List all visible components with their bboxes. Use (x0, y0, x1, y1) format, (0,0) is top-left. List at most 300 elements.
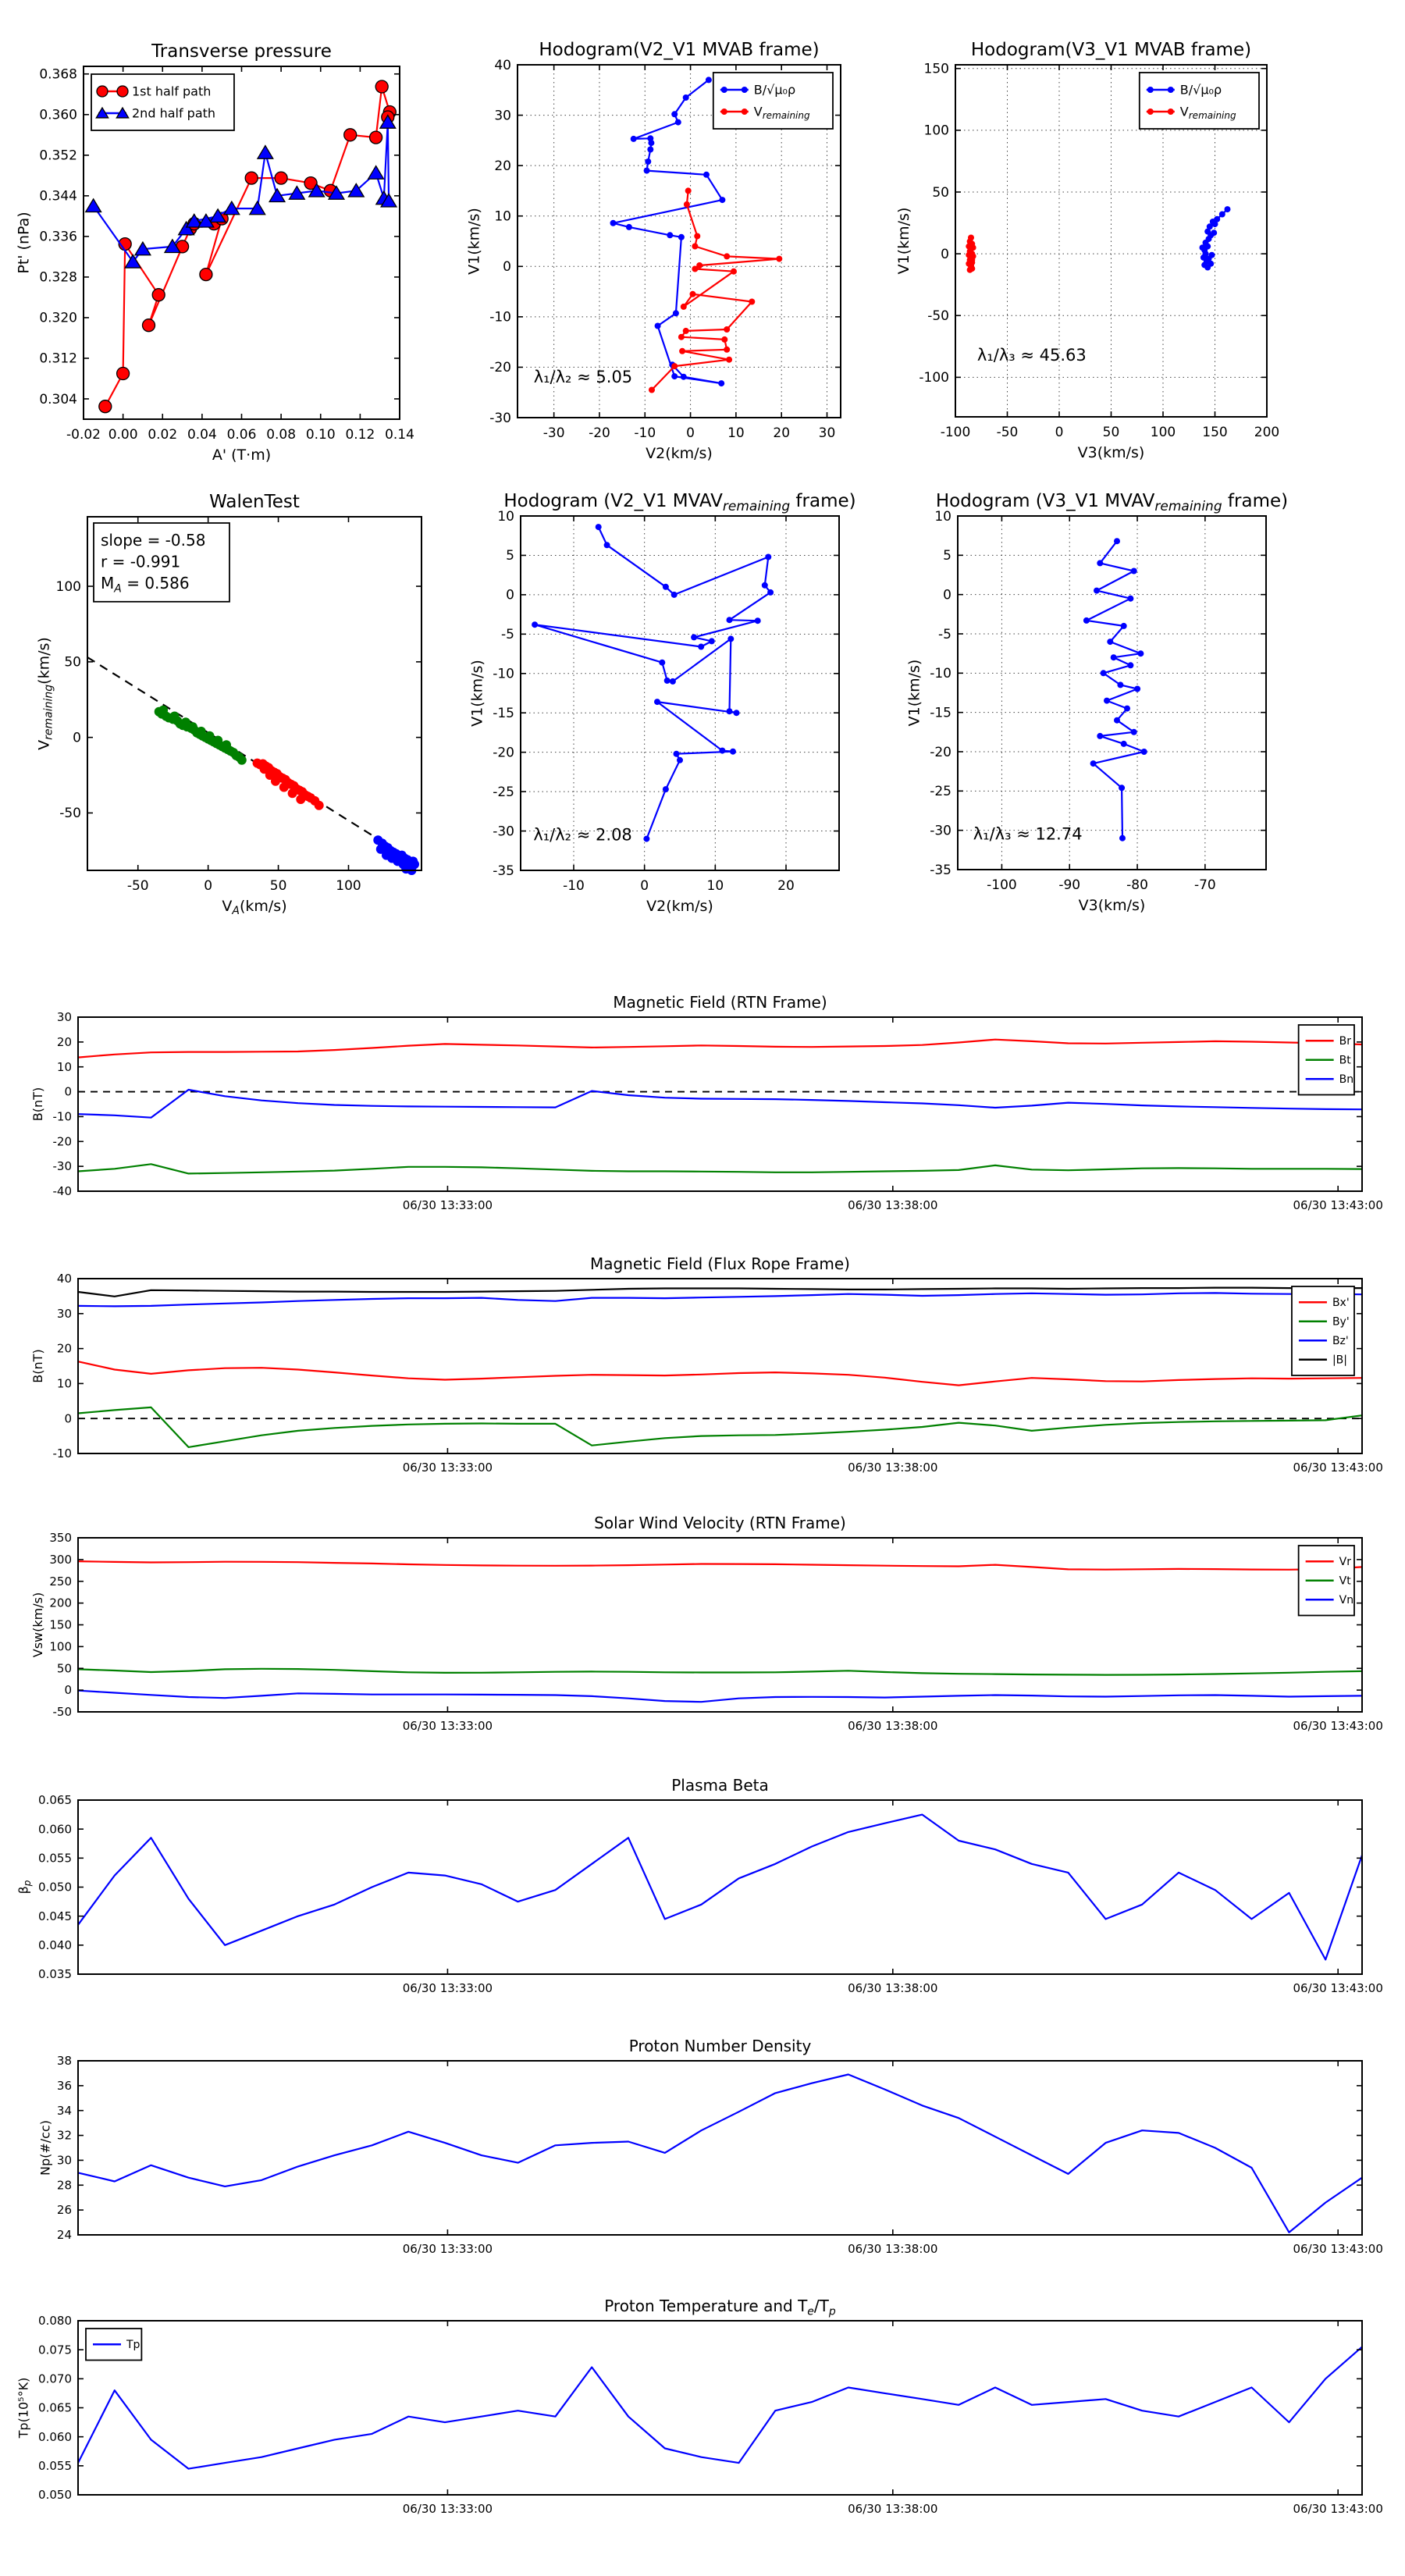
series-b-hodogram-point (648, 140, 654, 146)
x-tick-label: 06/30 13:43:00 (1293, 1981, 1383, 1995)
x-tick-label: 06/30 13:33:00 (402, 1719, 493, 1733)
y-tick-label: 28 (56, 2178, 72, 2193)
series-v-hodogram-point (604, 542, 610, 548)
series-first-half-path-point (370, 131, 382, 144)
series-v-remaining-hodogram-point (726, 357, 732, 363)
chart-title: Hodogram(V2_V1 MVAB frame) (539, 40, 820, 60)
x-tick-label: 0.08 (266, 427, 297, 443)
y-tick-label: 10 (56, 1376, 72, 1391)
x-tick-label: 0 (1055, 425, 1064, 440)
series-v-hodogram-point (691, 634, 697, 640)
legend-label: B/√μ₀ρ (1179, 82, 1222, 98)
chart-hodogram-v3v1-mvav (905, 491, 1288, 914)
legend-label: $V_{remaining}$ (753, 104, 810, 121)
x-tick-label: 0.00 (108, 427, 138, 443)
x-tick-label: 06/30 13:43:00 (1293, 2242, 1383, 2256)
x-tick-label: -30 (542, 425, 565, 441)
y-axis-label: Pt' (nPa) (15, 212, 33, 274)
x-tick-label: 06/30 13:33:00 (402, 1461, 493, 1475)
series-red-cluster-point (279, 783, 289, 792)
series-v-hodogram-point (1097, 733, 1103, 739)
legend-box (91, 74, 234, 130)
series-v-hodogram-point (1117, 681, 1123, 688)
chart-proton-number-density (37, 2037, 1382, 2256)
y-tick-label: -15 (930, 705, 951, 721)
legend-marker (117, 86, 128, 97)
y-tick-label: -50 (52, 1705, 72, 1720)
x-tick-label: 0.10 (305, 427, 336, 443)
x-axis-label: V2(km/s) (646, 898, 713, 915)
stats-line: $M_A = 0.586$ (101, 574, 190, 596)
y-tick-label: 100 (55, 578, 81, 595)
y-tick-label: 0 (503, 259, 511, 276)
y-tick-label: -35 (930, 862, 951, 878)
legend-label: By' (1332, 1315, 1350, 1329)
y-tick-label: -20 (489, 360, 511, 376)
series-b-hodogram-point (655, 323, 661, 329)
chart-hodogram-v2v1-mvab (465, 40, 841, 462)
series-v-hodogram-point (1141, 749, 1147, 755)
legend-label: B/√μ₀ρ (753, 82, 796, 98)
y-tick-label: 36 (56, 2078, 72, 2093)
series-v-hodogram-point (1101, 670, 1107, 676)
series-v-hodogram-point (762, 582, 768, 589)
series-b-cluster-point (1219, 212, 1225, 218)
series-v-hodogram-point (1119, 835, 1126, 841)
y-axis-label: B(nT) (30, 1349, 46, 1383)
x-tick-label: 50 (1102, 425, 1120, 440)
x-tick-label: 06/30 13:43:00 (1293, 2502, 1383, 2516)
legend-marker (97, 86, 108, 97)
chart-title: WalenTest (209, 492, 300, 512)
legend-marker (721, 87, 727, 93)
x-tick-label: 100 (336, 878, 361, 894)
series-v-hodogram-point (674, 751, 680, 757)
y-tick-label: -10 (493, 666, 514, 682)
eigenvalue-ratio-annotation: λ₁/λ₂ ≈ 5.05 (533, 367, 633, 386)
series-v-hodogram-point (1127, 596, 1133, 602)
chart-title: Plasma Beta (671, 1776, 769, 1795)
y-tick-label: 0.368 (39, 66, 77, 83)
series-v-remaining-hodogram-point (678, 334, 685, 340)
y-tick-label: 0 (943, 587, 951, 603)
series-green-cluster-point (188, 722, 197, 731)
legend-marker (721, 109, 727, 115)
y-tick-label: 10 (934, 508, 951, 525)
y-tick-label: 0 (941, 246, 949, 262)
y-tick-label: 5 (506, 548, 514, 564)
chart-title: Hodogram (V2_V1 $MVAV_{remaining}$ frame) (503, 491, 856, 515)
plot-area (521, 516, 839, 870)
legend-marker (742, 109, 748, 115)
y-tick-label: -30 (493, 824, 514, 840)
series-v-hodogram-point (1097, 560, 1103, 566)
chart-title: Hodogram(V3_V1 MVAB frame) (970, 40, 1252, 60)
y-tick-label: 0 (64, 1683, 72, 1698)
series-v-remaining-hodogram-point (685, 187, 692, 194)
legend (1299, 1025, 1354, 1095)
series-v-hodogram-point (532, 621, 538, 628)
chart-title: Magnetic Field (RTN Frame) (613, 993, 827, 1012)
series-v-remaining-hodogram-point (694, 233, 700, 240)
y-tick-label: 0.304 (39, 391, 77, 407)
plot-area (78, 1279, 1362, 1453)
series-b-hodogram-point (671, 111, 678, 117)
y-tick-label: 0.075 (38, 2343, 72, 2357)
series-b-hodogram-point (683, 94, 689, 101)
y-tick-label: 0.050 (38, 2488, 72, 2503)
y-tick-label: -40 (52, 1184, 72, 1199)
x-tick-label: 06/30 13:38:00 (848, 1461, 938, 1475)
eigenvalue-ratio-annotation: λ₁/λ₃ ≈ 12.74 (973, 824, 1083, 844)
series-b-cluster-point (1209, 252, 1215, 258)
series-v-hodogram-point (663, 786, 669, 792)
x-tick-label: -80 (1126, 877, 1148, 893)
series-v-hodogram-point (727, 708, 733, 714)
y-tick-label: 10 (494, 208, 511, 225)
y-tick-label: -100 (919, 370, 949, 386)
y-axis-label: Np(#/cc) (37, 2120, 53, 2176)
series-b-hodogram-point (626, 224, 632, 230)
chart-hodogram-v2v1-mvav (468, 491, 855, 915)
x-tick-label: 200 (1254, 425, 1280, 440)
y-tick-label: 0 (64, 1084, 72, 1099)
y-tick-label: 0.065 (38, 2400, 72, 2415)
legend-label: |B| (1332, 1354, 1348, 1367)
plot-area (78, 2321, 1362, 2495)
y-tick-label: 0.060 (38, 1822, 72, 1837)
x-tick-label: 0 (686, 425, 695, 441)
legend-label: Bz' (1332, 1335, 1349, 1348)
series-b-hodogram-point (645, 158, 651, 165)
series-b-hodogram-point (610, 220, 617, 226)
y-tick-label: 0 (506, 587, 514, 603)
legend-label: 2nd half path (132, 105, 216, 121)
x-axis-label: V3(km/s) (1077, 444, 1145, 461)
series-v-hodogram-point (1104, 698, 1110, 704)
y-tick-label: 50 (64, 654, 81, 671)
eigenvalue-ratio-annotation: λ₁/λ₃ ≈ 45.63 (976, 345, 1087, 365)
stats-box (94, 523, 229, 602)
x-tick-label: 30 (818, 425, 836, 441)
y-tick-label: -10 (52, 1109, 72, 1124)
x-tick-label: 06/30 13:38:00 (848, 1719, 938, 1733)
series-v-hodogram-point (1090, 760, 1097, 767)
series-b-cluster-point (1225, 206, 1231, 212)
plot-area (958, 516, 1266, 870)
x-tick-label: 06/30 13:38:00 (848, 1981, 938, 1995)
legend-marker (1168, 109, 1174, 115)
y-tick-label: 40 (56, 1272, 72, 1286)
x-tick-label: 100 (1150, 425, 1176, 440)
y-tick-label: -30 (930, 823, 951, 839)
series-v-hodogram-point (1121, 623, 1127, 629)
y-tick-label: -20 (52, 1134, 72, 1149)
series-b-hodogram-point (667, 232, 673, 238)
series-v-remaining-hodogram-point (692, 266, 698, 272)
x-tick-label: 0 (204, 878, 213, 894)
x-tick-label: -70 (1193, 877, 1216, 893)
series-b-hodogram-point (706, 76, 712, 83)
series-v-hodogram-point (698, 644, 704, 650)
x-tick-label: 0 (640, 878, 649, 894)
y-tick-label: 0.055 (38, 2458, 72, 2473)
y-tick-label: 300 (49, 1552, 72, 1567)
series-v-hodogram-point (730, 749, 736, 755)
series-b-cluster-point (1211, 229, 1217, 236)
chart-solar-wind-velocity (30, 1514, 1383, 1733)
x-tick-label: -10 (634, 425, 656, 441)
y-axis-label: $V_{remaining}(km/s)$ (35, 637, 55, 750)
series-v-hodogram-point (719, 748, 725, 754)
y-tick-label: 0.070 (38, 2371, 72, 2386)
series-b-hodogram-point (718, 380, 724, 386)
y-tick-label: 250 (49, 1574, 72, 1589)
series-v-hodogram-point (1131, 568, 1137, 575)
y-tick-label: 38 (56, 2054, 72, 2069)
x-tick-label: 06/30 13:43:00 (1293, 1461, 1383, 1475)
y-tick-label: 34 (56, 2103, 72, 2118)
legend-label: Br (1339, 1035, 1352, 1048)
y-tick-label: 26 (56, 2203, 72, 2218)
y-tick-label: 0.344 (39, 188, 77, 205)
series-first-half-path-point (275, 172, 287, 184)
series-red-cluster-point (315, 801, 324, 810)
legend (1299, 1546, 1354, 1616)
y-tick-label: 30 (56, 1010, 72, 1025)
x-tick-label: 06/30 13:38:00 (848, 2242, 938, 2256)
y-axis-label: Vsw(km/s) (30, 1592, 46, 1658)
y-tick-label: -50 (59, 806, 81, 822)
y-tick-label: 40 (494, 57, 511, 73)
series-v-hodogram-point (596, 524, 602, 530)
x-tick-label: 0.02 (148, 427, 178, 443)
series-green-cluster-point (213, 736, 222, 745)
series-v-hodogram-point (1121, 741, 1127, 747)
series-first-half-path-point (143, 319, 155, 332)
series-v-hodogram-point (1127, 662, 1133, 668)
series-first-half-path-point (200, 269, 212, 281)
series-v-hodogram-point (1131, 729, 1137, 735)
y-tick-label: 200 (49, 1596, 72, 1610)
series-v-hodogram-point (1111, 654, 1117, 660)
series-v-hodogram-point (664, 678, 670, 684)
series-v-hodogram-point (643, 836, 649, 842)
chart-title: Solar Wind Velocity (RTN Frame) (594, 1514, 846, 1532)
legend (1292, 1286, 1354, 1375)
series-red-cluster-point (296, 795, 305, 804)
y-tick-label: 100 (923, 123, 949, 139)
eigenvalue-ratio-annotation: λ₁/λ₂ ≈ 2.08 (533, 825, 632, 845)
y-tick-label: 0.320 (39, 310, 77, 326)
series-v-remaining-hodogram-point (724, 253, 730, 259)
x-tick-label: 06/30 13:43:00 (1293, 1198, 1383, 1212)
series-b-hodogram-point (681, 374, 687, 380)
legend (86, 2329, 141, 2361)
legend-label: Bn (1339, 1073, 1354, 1087)
legend (91, 74, 234, 130)
series-v-hodogram-point (765, 554, 771, 560)
y-tick-label: 10 (497, 508, 514, 525)
series-v-remaining-hodogram-point (776, 256, 782, 262)
chart-magnetic-field-rtn (30, 993, 1383, 1212)
series-b-hodogram-point (719, 197, 725, 203)
legend (1140, 73, 1259, 129)
chart-title: Transverse pressure (151, 41, 332, 62)
chart-title: Magnetic Field (Flux Rope Frame) (590, 1254, 850, 1273)
series-v-hodogram-point (663, 584, 669, 590)
series-b-hodogram-point (671, 373, 678, 379)
x-axis-label: A' (T·m) (212, 447, 272, 464)
series-v-remaining-hodogram-point (679, 348, 685, 354)
x-tick-label: 06/30 13:38:00 (848, 1198, 938, 1212)
y-tick-label: 100 (49, 1639, 72, 1654)
x-tick-label: -50 (126, 878, 149, 894)
y-tick-label: 0.352 (39, 148, 77, 164)
series-b-hodogram-point (631, 136, 637, 142)
y-tick-label: 0.060 (38, 2429, 72, 2444)
x-tick-label: 06/30 13:33:00 (402, 2242, 493, 2256)
series-b-cluster-point (1200, 244, 1206, 251)
y-axis-label: V1(km/s) (468, 660, 486, 727)
series-first-half-path-point (152, 289, 165, 301)
legend (713, 73, 833, 129)
y-tick-label: 0.040 (38, 1937, 72, 1952)
plot-area (78, 1017, 1362, 1191)
x-tick-label: 06/30 13:43:00 (1293, 1719, 1383, 1733)
y-tick-label: 0.055 (38, 1851, 72, 1866)
stats-line: slope = -0.58 (101, 530, 206, 550)
series-v-hodogram-point (1119, 785, 1125, 791)
series-first-half-path-point (117, 368, 130, 380)
legend-marker (742, 87, 748, 93)
y-tick-label: 150 (49, 1617, 72, 1632)
y-tick-label: 32 (56, 2128, 72, 2143)
series-v-remaining-hodogram-point (671, 363, 678, 369)
series-first-half-path-point (344, 129, 357, 141)
x-tick-label: -100 (987, 877, 1017, 893)
x-tick-label: 06/30 13:33:00 (402, 2502, 493, 2516)
x-tick-label: 0.12 (345, 427, 375, 443)
x-tick-label: 50 (269, 878, 287, 894)
series-v-hodogram-point (767, 589, 774, 596)
x-tick-label: -90 (1058, 877, 1081, 893)
x-axis-label: $V_A(km/s)$ (222, 898, 287, 918)
series-b-hodogram-point (644, 168, 650, 174)
series-v-hodogram-point (1083, 617, 1090, 624)
series-b-hodogram-point (703, 172, 710, 178)
x-tick-label: 0.04 (187, 427, 217, 443)
y-tick-label: 50 (932, 184, 949, 201)
series-v-hodogram-point (727, 635, 734, 642)
y-axis-label: V1(km/s) (465, 208, 483, 275)
legend-label: 1st half path (132, 84, 212, 99)
y-tick-label: -10 (489, 309, 511, 326)
y-tick-label: 0.035 (38, 1967, 72, 1982)
series-v-hodogram-point (1137, 650, 1144, 656)
x-tick-label: -20 (589, 425, 610, 441)
plot-area (78, 2061, 1362, 2235)
chart-proton-temperature (16, 2297, 1383, 2516)
series-v-hodogram-point (755, 617, 761, 624)
legend-label: Vt (1339, 1574, 1351, 1588)
series-green-cluster-point (170, 712, 180, 721)
y-tick-label: 50 (56, 1661, 72, 1676)
y-tick-label: -30 (52, 1159, 72, 1174)
series-v-remaining-hodogram-point (692, 244, 698, 250)
series-v-remaining-hodogram-point (721, 336, 727, 343)
y-tick-label: -50 (927, 308, 949, 325)
legend-label: Tp (126, 2339, 140, 2352)
y-tick-label: 0.336 (39, 229, 77, 245)
series-v-remaining-hodogram-point (724, 347, 730, 353)
x-tick-label: 06/30 13:33:00 (402, 1198, 493, 1212)
y-tick-label: 0.360 (39, 107, 77, 123)
legend-label: $V_{remaining}$ (1179, 104, 1236, 121)
y-tick-label: -35 (493, 863, 514, 879)
series-red-cluster-point (271, 777, 280, 786)
chart-walen-test (35, 492, 422, 917)
y-tick-label: -15 (493, 706, 514, 722)
legend-label: Vr (1339, 1556, 1351, 1569)
series-b-hodogram-point (678, 234, 685, 240)
series-v-hodogram-point (1114, 717, 1120, 724)
y-tick-label: 0.328 (39, 269, 77, 286)
y-tick-label: -20 (493, 745, 514, 761)
series-first-half-path-point (245, 172, 258, 184)
series-red-cluster-point (288, 788, 297, 798)
x-tick-label: 06/30 13:33:00 (402, 1981, 493, 1995)
y-tick-label: 30 (56, 1306, 72, 1321)
x-tick-label: -50 (996, 425, 1019, 440)
series-v-hodogram-point (671, 592, 678, 598)
y-axis-label: V1(km/s) (895, 207, 912, 275)
y-tick-label: 20 (494, 158, 511, 174)
y-tick-label: -30 (489, 410, 511, 426)
y-tick-label: 0.045 (38, 1909, 72, 1923)
series-b-hodogram-point (647, 147, 653, 153)
chart-magnetic-field-flux-rope (30, 1254, 1383, 1475)
chart-plasma-beta (16, 1776, 1383, 1995)
y-tick-label: -10 (52, 1446, 72, 1461)
x-tick-label: -100 (940, 425, 971, 440)
x-tick-label: 0.06 (226, 427, 257, 443)
y-tick-label: 0.312 (39, 350, 77, 367)
y-tick-label: 5 (943, 548, 951, 564)
series-v-hodogram-point (1134, 686, 1140, 692)
x-tick-label: 10 (727, 425, 745, 441)
series-v-remaining-cluster-point (968, 252, 974, 258)
y-axis-label: V1(km/s) (905, 659, 923, 727)
y-tick-label: 350 (49, 1531, 72, 1546)
x-axis-label: V3(km/s) (1078, 897, 1146, 914)
chart-title: Proton Temperature and $T_e/T_p$ (604, 2297, 836, 2318)
x-tick-label: -10 (563, 878, 585, 894)
series-v-remaining-hodogram-point (690, 291, 696, 297)
y-tick-label: 0.050 (38, 1880, 72, 1895)
y-tick-label: 24 (56, 2228, 72, 2243)
x-tick-label: 06/30 13:38:00 (848, 2502, 938, 2516)
y-tick-label: 30 (56, 2153, 72, 2168)
legend-label: Bt (1339, 1054, 1351, 1067)
series-v-remaining-hodogram-point (684, 201, 690, 208)
plot-area (78, 1800, 1362, 1974)
legend-label: Bx' (1332, 1297, 1350, 1310)
y-tick-label: 0 (64, 1411, 72, 1426)
x-tick-label: 150 (1202, 425, 1228, 440)
series-v-remaining-hodogram-point (731, 269, 737, 275)
chart-title: Proton Number Density (628, 2037, 812, 2055)
